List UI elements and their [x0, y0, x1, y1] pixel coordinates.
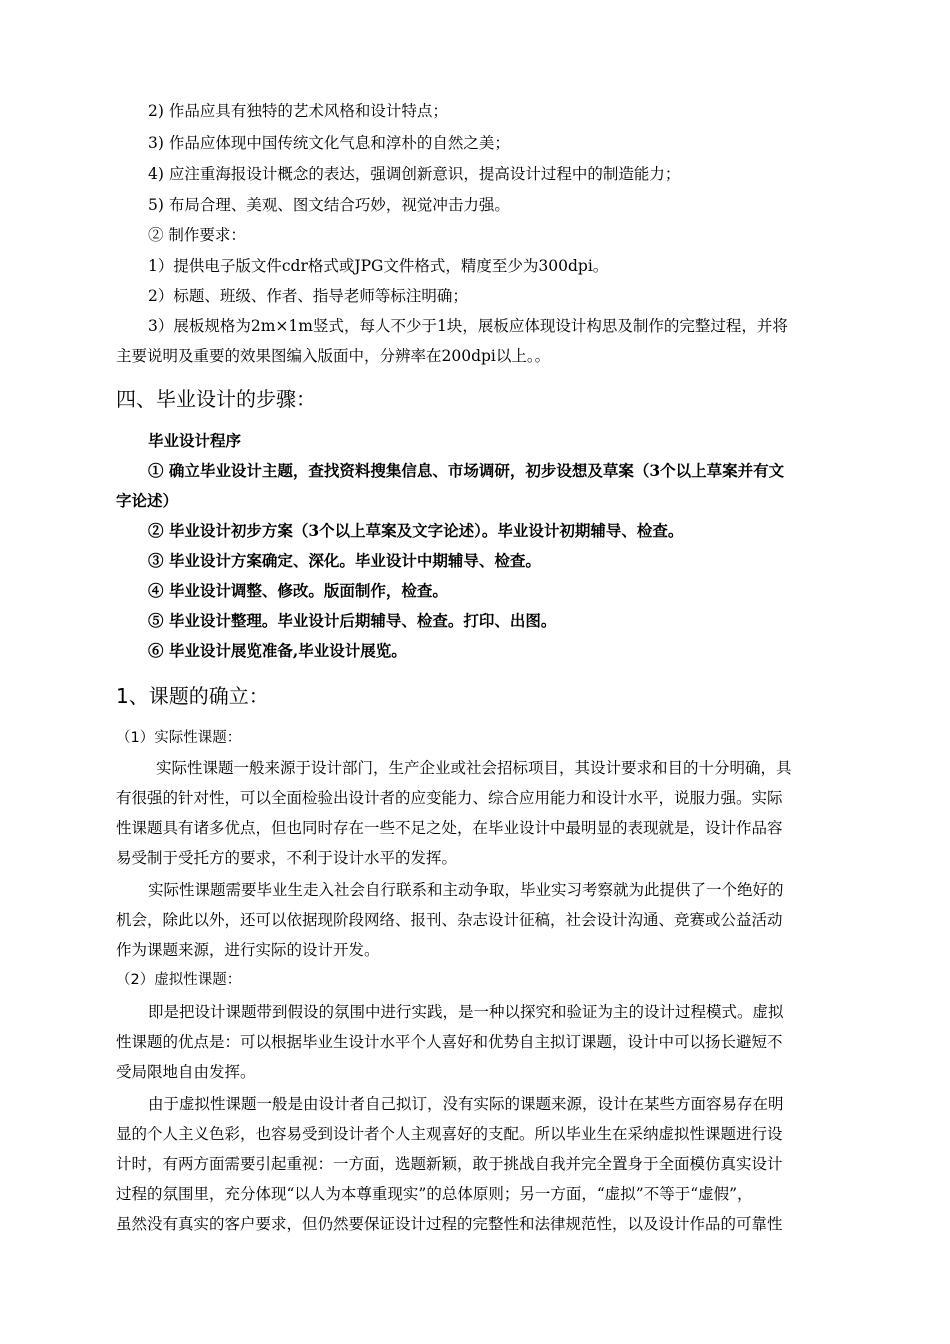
production-heading: ② 制作要求：	[148, 226, 246, 244]
step-6: ⑥ 毕业设计展览准备,毕业设计展览。	[148, 641, 407, 660]
production-item-1: 1）提供电子版文件cdr格式或JPG文件格式，精度至少为300dpi。	[148, 257, 609, 275]
section-4-heading: 四、毕业设计的步骤：	[116, 387, 316, 411]
step-4: ④ 毕业设计调整、修改。版面制作，检查。	[148, 581, 448, 600]
virtual-para-2-line-3: 计时，有两方面需要引起重视：一方面，选题新颖，敢于挑战自我并完全置身于全面模仿真实设计	[116, 1155, 783, 1173]
requirement-item-3: 3) 作品应体现中国传统文化气息和淳朴的自然之美；	[148, 134, 510, 152]
topic-heading: 1、课题的确立：	[116, 684, 269, 708]
practical-para-1-line-3: 性课题具有诸多优点，但也同时存在一些不足之处，在毕业设计中最明显的表现就是，设计作品容	[116, 819, 783, 837]
step-5: ⑤ 毕业设计整理。毕业设计后期辅导、检查。打印、出图。	[148, 611, 557, 630]
practical-para-1-line-1: 实际性课题一般来源于设计部门，生产企业或社会招标项目，其设计要求和目的十分明确，具	[156, 759, 792, 777]
program-title: 毕业设计程序	[148, 432, 242, 450]
practical-topic-heading: （1）实际性课题：	[116, 730, 242, 746]
virtual-para-2-line-2: 显的个人主义色彩，也容易受到设计者个人主观喜好的支配。所以毕业生在采纳虚拟性课题进行设	[116, 1125, 783, 1143]
virtual-para-2-line-4: 过程的氛围里，充分体现“以人为本尊重现实”的总体原则；另一方面，“虚拟”不等于“虚假”，	[116, 1185, 753, 1203]
virtual-topic-heading: （2）虚拟性课题：	[116, 972, 242, 988]
step-3: ③ 毕业设计方案确定、深化。毕业设计中期辅导、检查。	[148, 551, 541, 570]
production-item-2: 2）标题、班级、作者、指导老师等标注明确；	[148, 287, 468, 305]
virtual-para-1-line-1: 即是把设计课题带到假设的氛围中进行实践，是一种以探究和验证为主的设计过程模式。虚拟	[148, 1003, 784, 1021]
production-item-3-line-1: 3）展板规格为2m×1m竖式，每人不少于1块，展板应体现设计构思及制作的完整过程，并将	[148, 317, 788, 335]
production-item-3-line-2: 主要说明及重要的效果图编入版面中，分辨率在200dpi以上。。	[116, 347, 551, 365]
practical-para-2-line-2: 机会，除此以外，还可以依据现阶段网络、报刊、杂志设计征稿，社会设计沟通、竞赛或公益活动	[116, 911, 783, 929]
requirement-item-4: 4) 应注重海报设计概念的表达，强调创新意识，提高设计过程中的制造能力；	[148, 165, 681, 183]
virtual-para-2-line-1: 由于虚拟性课题一般是由设计者自己拟订，没有实际的课题来源，设计在某些方面容易存在明	[148, 1095, 784, 1113]
practical-para-2-line-1: 实际性课题需要毕业生走入社会自行联系和主动争取，毕业实习考察就为此提供了一个绝好的	[148, 881, 784, 899]
practical-para-1-line-2: 有很强的针对性，可以全面检验出设计者的应变能力、综合应用能力和设计水平，说服力强。实际	[116, 789, 783, 807]
step-1-line-1: ① 确立毕业设计主题，查找资料搜集信息、市场调研，初步设想及草案（3个以上草案并有文	[148, 461, 785, 480]
practical-para-1-line-4: 易受制于受托方的要求，不利于设计水平的发挥。	[116, 849, 458, 867]
practical-para-2-line-3: 作为课题来源，进行实际的设计开发。	[116, 941, 380, 959]
step-2: ② 毕业设计初步方案（3个以上草案及文字论述）。毕业设计初期辅导、检查。	[148, 521, 684, 540]
virtual-para-1-line-3: 受局限地自由发挥。	[116, 1063, 256, 1081]
requirement-item-2: 2) 作品应具有独特的艺术风格和设计特点；	[148, 102, 448, 120]
virtual-para-2-line-5: 虽然没有真实的客户要求，但仍然要保证设计过程的完整性和法律规范性，以及设计作品的可靠性	[116, 1215, 783, 1233]
step-1-line-2: 字论述）	[116, 491, 179, 510]
virtual-para-1-line-2: 性课题的优点是：可以根据毕业生设计水平个人喜好和优势自主拟订课题，设计中可以扬长避短不	[116, 1033, 783, 1051]
requirement-item-5: 5) 布局合理、美观、图文结合巧妙，视觉冲击力强。	[148, 196, 510, 214]
